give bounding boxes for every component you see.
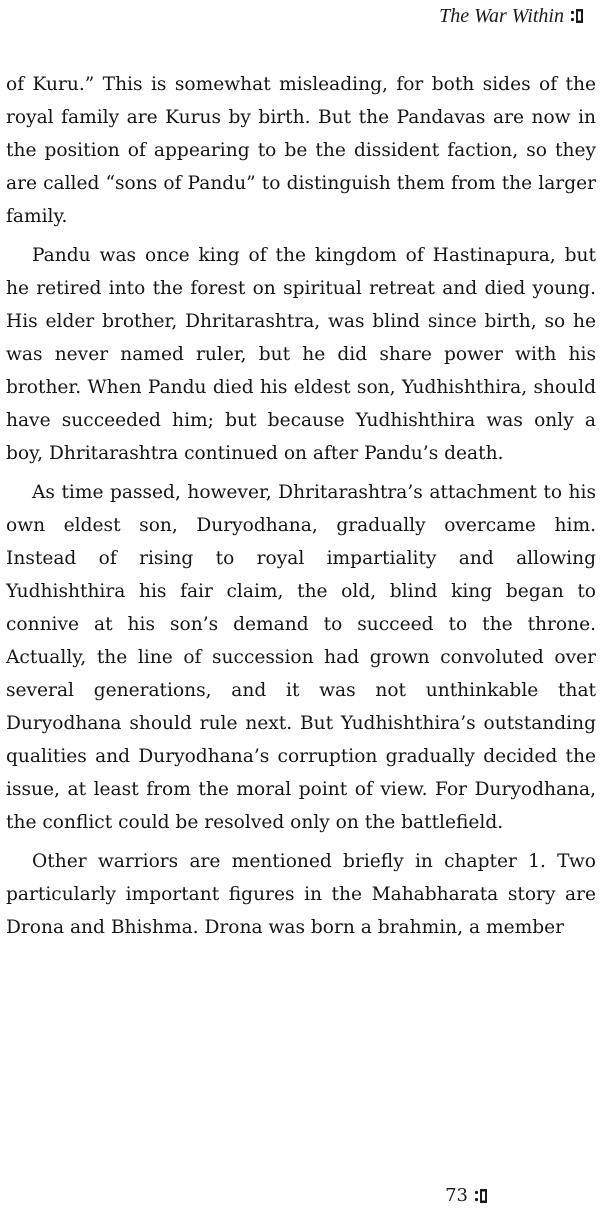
paragraph-4: Other warriors are mentioned briefly in chapter 1. Two particularly important figures in the Mahabharata story are Drona and Bhishma. Drona was born a brahmin, a member xyxy=(6,851,596,938)
book-chapter-mark-icon xyxy=(570,8,584,24)
paragraph-1: of Kuru.” This is somewhat misleading, for both sides of the royal family are Kurus by birth. But the Pandavas are now in the position of appearing to be the dissident faction, so they are called “sons of Pandu” to distinguish them from the larger family. xyxy=(6,74,596,227)
body-text xyxy=(6,68,596,944)
running-title: The War Within xyxy=(439,5,564,27)
page-number: 73 xyxy=(445,1185,468,1206)
paragraph-3: As time passed, however, Dhritarashtra’s attachment to his own eldest son, Duryodhana, gradually overcame him. Instead of rising to royal impartiality and allowing Yudhishthira his fair claim, the old, blind king began to connive at his son’s demand to succeed to the throne. Actually, the line of succession had grown convoluted over several generations, and it was not unthinkable that Duryodhana should rule next. But Yudhishthira’s outstanding qualities and Duryodhana’s corruption gradually decided the issue, at least from the moral point of view. For Duryodhana, the conflict could be resolved only on the battlefield. xyxy=(6,482,596,833)
page-footer xyxy=(445,1184,488,1208)
book-chapter-mark-icon xyxy=(474,1188,488,1204)
paragraph-2: Pandu was once king of the kingdom of Hastinapura, but he retired into the forest on spiritual retreat and died young. His elder brother, Dhritarashtra, was blind since birth, so he was never named ruler, but he did share power with his brother. When Pandu died his eldest son, Yudhishthira, should have succeeded him; but because Yudhishthira was only a boy, Dhritarashtra continued on after Pandu’s death. xyxy=(6,245,596,464)
running-header xyxy=(439,4,584,28)
